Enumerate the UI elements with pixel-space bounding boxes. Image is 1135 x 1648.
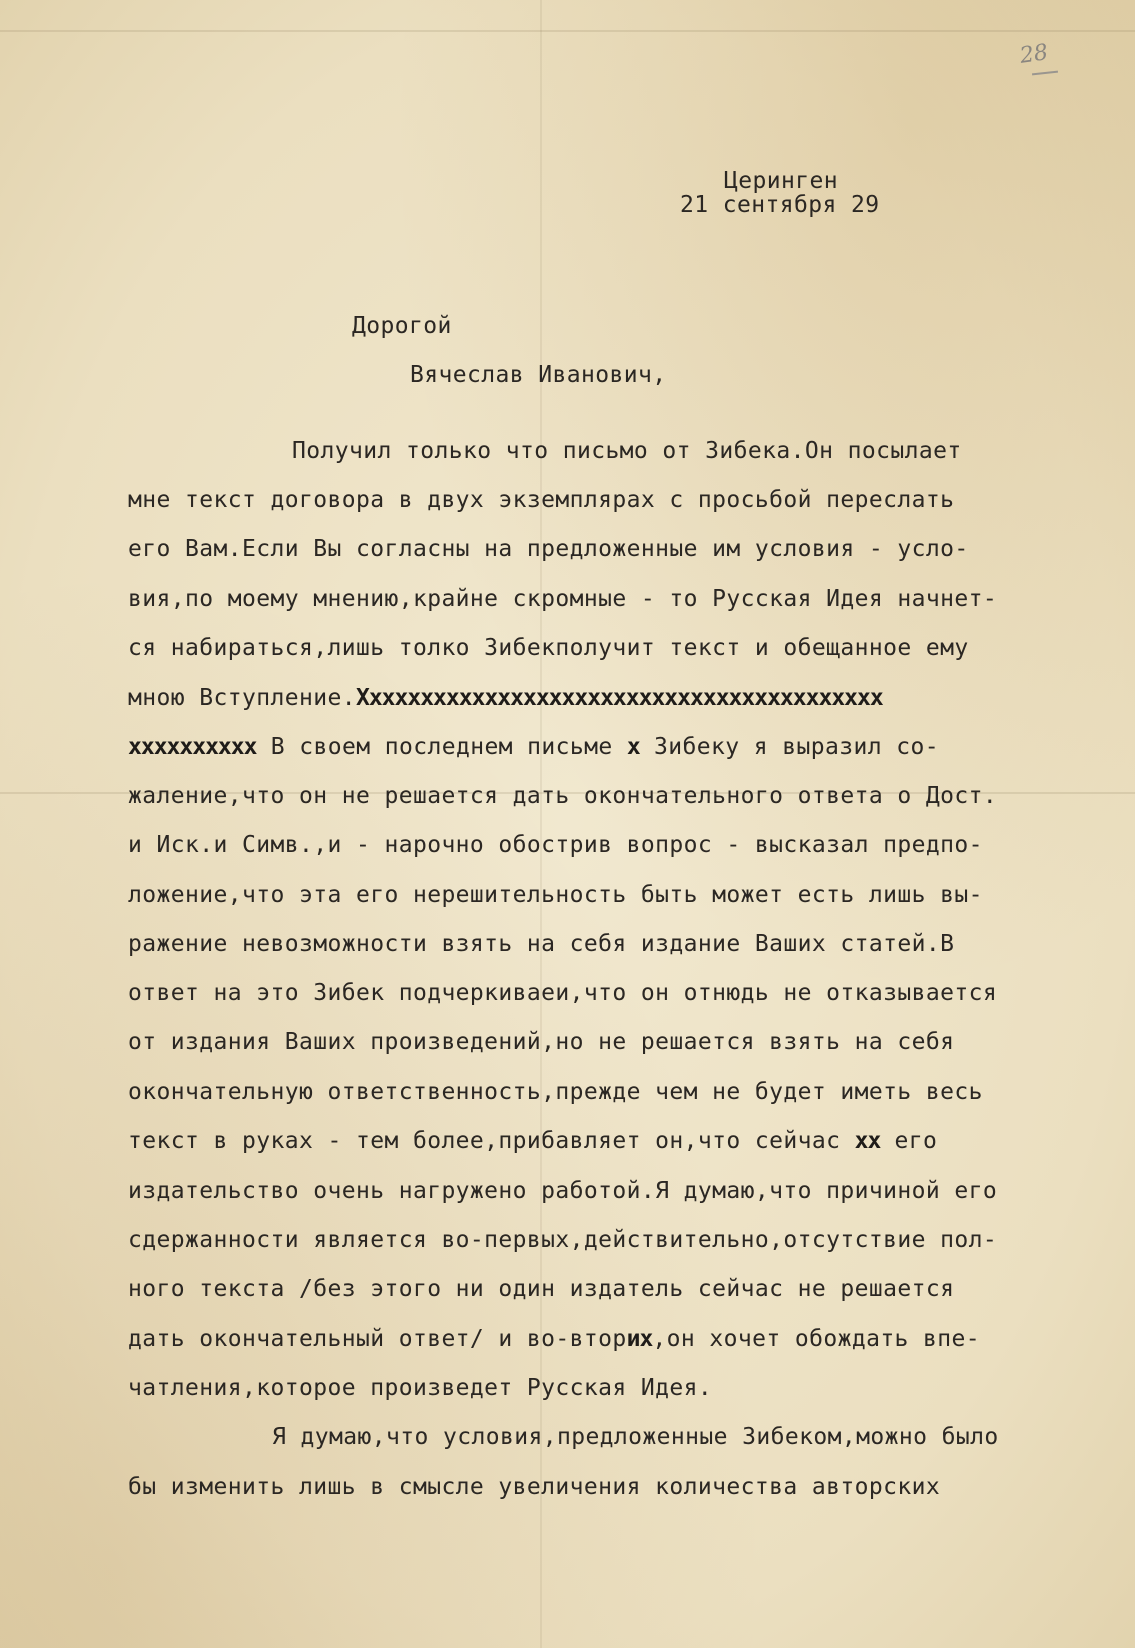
struck-out-text: x [626,734,640,760]
body-text: ,он хочет обождать впе- [652,1326,981,1352]
body-line [128,685,883,711]
body-line: издательство очень нагружено работой.Я думаю,что причиной его [128,1178,998,1204]
body-text: Зибеку я выразил со- [639,734,939,760]
body-line: окончательную ответственность,прежде чем не будет иметь весь [128,1079,983,1105]
body-line: вия,по моему мнению,крайне скромные - то Русская Идея начнет- [128,586,998,612]
archive-page-number: 28 [1018,40,1050,69]
archive-mark-underline [1032,71,1058,76]
struck-out-text: xxxxxxxxxx [128,734,257,760]
body-line: чатления,которое произведет Русская Идея. [128,1375,713,1401]
struck-out-text: Xxxxxxxxxxxxxxxxxxxxxxxxxxxxxxxxxxxxxxxxx [355,685,883,711]
body-text: мною Вступление. [128,685,356,711]
paper-fold [0,30,1135,32]
body-line: ного текста /без этого ни один издатель сейчас не решается [128,1276,955,1302]
body-line: мне текст договора в двух экземплярах с просьбой переслать [128,487,955,513]
body-text: В своем последнем письме [256,734,627,760]
body-line: Получил только что письмо от Зибека.Он посылает [292,438,962,464]
body-line: Я думаю,что условия,предложенные Зибеком,можно было [272,1424,999,1450]
struck-out-text: их [626,1326,653,1352]
body-line: ложение,что эта его нерешительность быть может есть лишь вы- [128,882,983,908]
body-line: от издания Ваших произведений,но не решается взять на себя [128,1029,955,1055]
body-line [128,1128,937,1154]
body-text: дать окончательный ответ/ и во-втор [128,1326,627,1352]
body-line: бы изменить лишь в смысле увеличения количества авторских [128,1474,941,1500]
salutation-line-1: Дорогой [352,313,452,339]
letter-place: Церинген [724,168,838,194]
body-line [128,734,939,760]
salutation-line-2: Вячеслав Иванович, [410,362,667,388]
letter-date: 21 сентября 29 [680,192,880,218]
body-line: ражение невозможности взять на себя издание Ваших статей.В [128,931,955,957]
body-text: его [880,1128,938,1154]
body-line: ответ на это Зибек подчеркиваеи,что он отнюдь не отказывается [128,980,998,1006]
body-line: и Иск.и Симв.,и - нарочно обострив вопрос - высказал предпо- [128,832,983,858]
body-line: сдержанности является во-первых,действительно,отсутствие пол- [128,1227,998,1253]
body-text: текст в руках - тем более,прибавляет он,что сейчас [128,1128,855,1154]
body-line [128,1326,980,1352]
body-line: его Вам.Если Вы согласны на предложенные им условия - усло- [128,536,969,562]
body-line: жаление,что он не решается дать окончательного ответа о Дост. [128,783,998,809]
struck-out-text: xx [854,1128,881,1154]
body-line: ся набираться,лишь толко Зибекполучит текст и обещанное ему [128,635,969,661]
